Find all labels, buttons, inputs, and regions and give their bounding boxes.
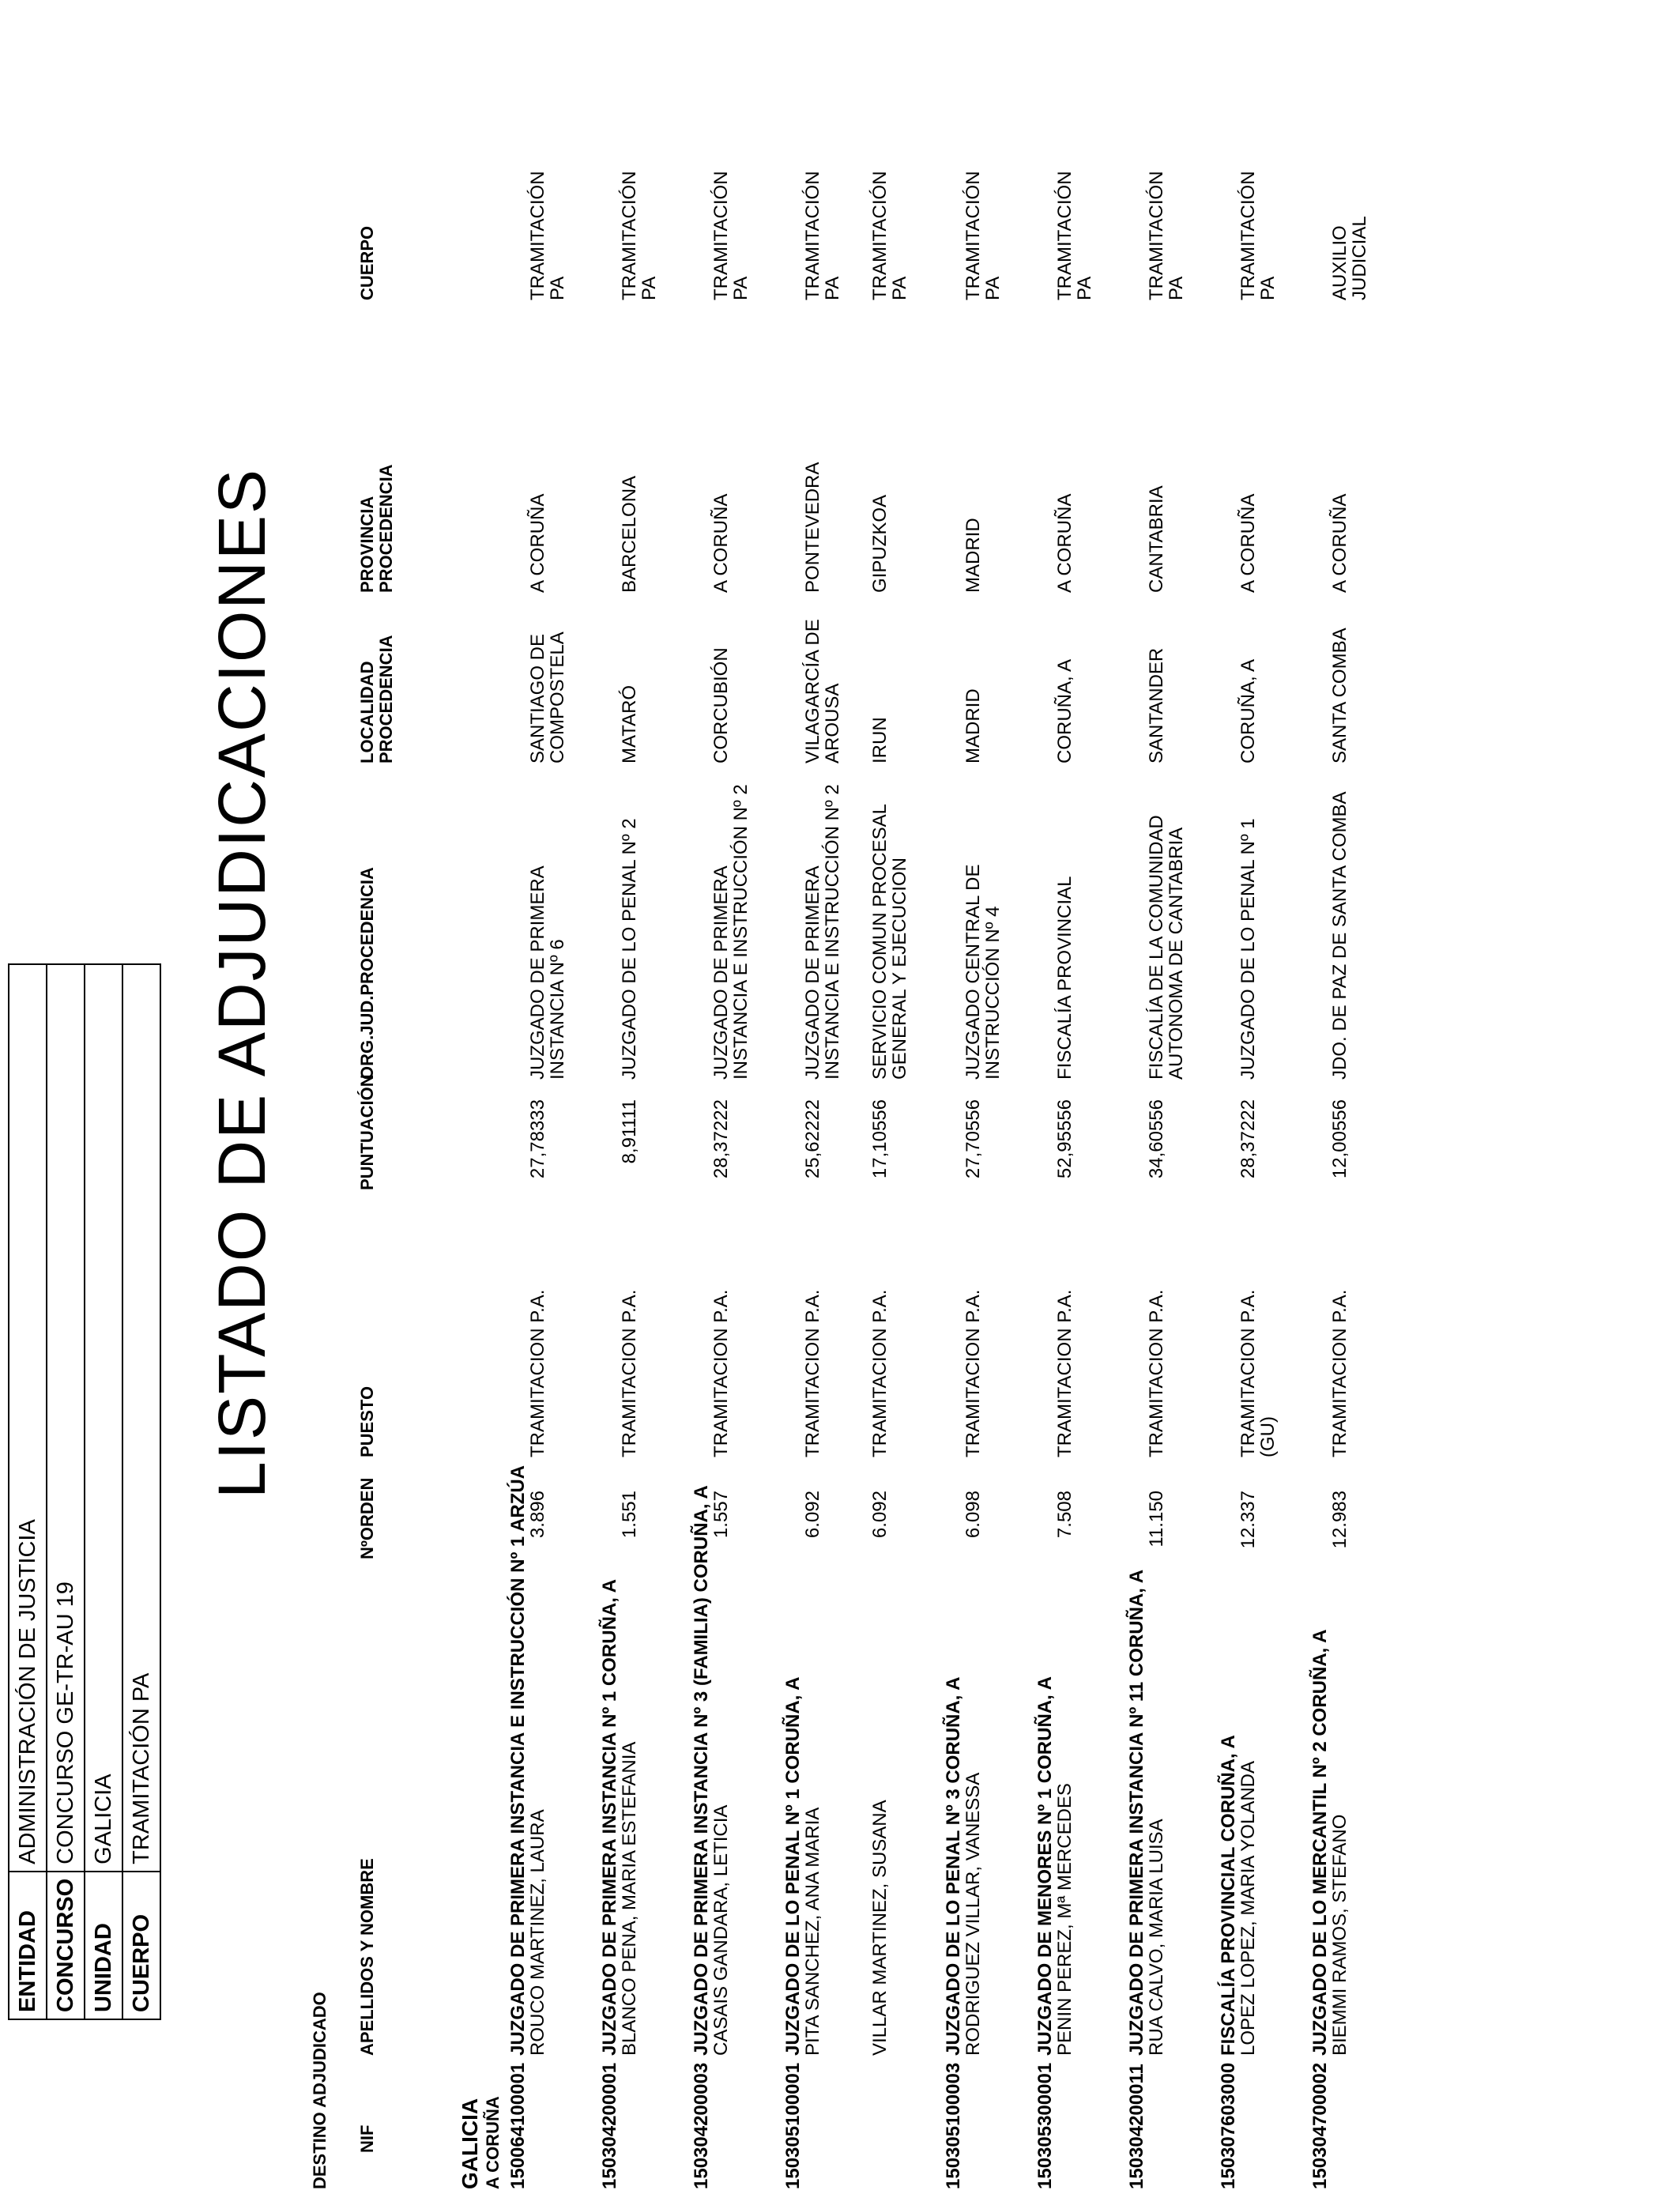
info-value: CONCURSO GE-TR-AU 19 xyxy=(47,964,85,1872)
entry-nombre: BLANCO PENA, MARIA ESTEFANIA xyxy=(619,1741,640,2056)
column-header-puesto: PUESTO xyxy=(357,1385,377,1457)
destino-code: 150305300001 xyxy=(1034,2062,1056,2189)
destino-code: 150304200011 xyxy=(1126,2064,1147,2189)
entry-provincia: BARCELONA xyxy=(619,475,640,593)
entry-nombre: BIEMMI RAMOS, STEFANO xyxy=(1329,1814,1350,2056)
entry-organo: SERVICIO COMUN PROCESAL GENERAL Y EJECUCION xyxy=(869,804,910,1080)
destino-name: JUZGADO DE LO PENAL Nº 1 CORUÑA, A xyxy=(782,1676,804,2056)
entry-organo: JDO. DE PAZ DE SANTA COMBA xyxy=(1329,791,1350,1080)
destino-code: 150307603000 xyxy=(1218,2062,1239,2189)
destino-name: JUZGADO DE MENORES Nº 1 CORUÑA, A xyxy=(1034,1676,1056,2056)
entry-nombre: PITA SANCHEZ, ANA MARIA xyxy=(802,1807,823,2056)
entry-orden: 12.983 xyxy=(1329,1491,1350,1549)
entry-organo: JUZGADO DE PRIMERA INSTANCIA E INSTRUCCIÓN Nº 2 xyxy=(710,784,751,1080)
entry-puntuacion: 8,91111 xyxy=(619,1099,640,1164)
destino-name: JUZGADO DE PRIMERA INSTANCIA Nº 1 CORUÑA, A xyxy=(599,1578,620,2056)
destino-code: 150304200003 xyxy=(691,2062,712,2189)
destino-code: 150305100003 xyxy=(943,2062,964,2189)
entry-puntuacion: 27,78333 xyxy=(527,1099,548,1179)
entry-orden: 7.508 xyxy=(1054,1491,1075,1539)
region-heading: GALICIA xyxy=(458,2098,482,2189)
entry-cuerpo: AUXILIO JUDICIAL xyxy=(1329,216,1370,300)
page-title: LISTADO DE ADJUDICACIONES xyxy=(205,467,279,1498)
entry-organo: JUZGADO DE PRIMERA INSTANCIA Nº 6 xyxy=(527,865,568,1080)
entry-localidad: IRUN xyxy=(869,717,891,763)
entry-puesto: TRAMITACION P.A. xyxy=(710,1289,732,1457)
info-value: ADMINISTRACIÓN DE JUSTICIA xyxy=(9,964,47,1872)
entry-puntuacion: 28,37222 xyxy=(710,1099,732,1179)
entry-puntuacion: 12,00556 xyxy=(1329,1099,1350,1179)
entry-organo: JUZGADO DE LO PENAL Nº 2 xyxy=(619,818,640,1080)
info-value: GALICIA xyxy=(85,964,122,1872)
entry-puesto: TRAMITACION P.A. xyxy=(1329,1289,1350,1457)
entry-provincia: CANTABRIA xyxy=(1146,485,1167,593)
info-row-concurso xyxy=(47,964,85,2019)
entry-nombre: RODRIGUEZ VILLAR, VANESSA xyxy=(962,1772,984,2056)
destino-name: JUZGADO DE PRIMERA INSTANCIA Nº 3 (FAMILIA) CORUÑA, A xyxy=(691,1485,712,2056)
entry-provincia: A CORUÑA xyxy=(1054,493,1075,593)
entry-organo: JUZGADO CENTRAL DE INSTRUCCIÓN Nº 4 xyxy=(962,864,1004,1080)
entry-provincia: MADRID xyxy=(962,518,984,593)
entry-puesto: TRAMITACION P.A. xyxy=(962,1289,984,1457)
entry-provincia: A CORUÑA xyxy=(710,493,732,593)
entry-organo: FISCALÍA PROVINCIAL xyxy=(1054,876,1075,1080)
info-row-unidad xyxy=(85,964,122,2019)
column-header-provincia: PROVINCIA PROCEDENCIA xyxy=(357,464,396,593)
column-header-localidad: LOCALIDAD PROCEDENCIA xyxy=(357,635,396,763)
entry-localidad: SANTA COMBA xyxy=(1329,628,1350,763)
entry-cuerpo: TRAMITACIÓN PA xyxy=(802,171,843,300)
entry-cuerpo: TRAMITACIÓN PA xyxy=(710,171,751,300)
entry-puesto: TRAMITACION P.A. xyxy=(527,1289,548,1457)
entry-localidad: SANTIAGO DE COMPOSTELA xyxy=(527,631,568,763)
entry-puntuacion: 25,62222 xyxy=(802,1099,823,1179)
entry-cuerpo: TRAMITACIÓN PA xyxy=(1237,171,1279,300)
entry-puntuacion: 17,10556 xyxy=(869,1099,891,1179)
entry-provincia: A CORUÑA xyxy=(527,493,548,593)
entry-orden: 3.896 xyxy=(527,1491,548,1539)
entry-puesto: TRAMITACION P.A. xyxy=(619,1289,640,1457)
entry-orden: 1.557 xyxy=(710,1491,732,1539)
entry-organo: JUZGADO DE LO PENAL Nº 1 xyxy=(1237,818,1259,1080)
entry-localidad: MATARÓ xyxy=(619,684,640,763)
entry-nombre: ROUCO MARTINEZ, LAURA xyxy=(527,1809,548,2056)
entry-provincia: GIPUZKOA xyxy=(869,494,891,593)
info-row-entidad xyxy=(9,964,47,2019)
entry-organo: JUZGADO DE PRIMERA INSTANCIA E INSTRUCCIÓN Nº 2 xyxy=(802,784,843,1080)
entry-orden: 6.092 xyxy=(869,1491,891,1539)
entry-localidad: CORUÑA, A xyxy=(1237,658,1259,763)
destino-name: FISCALÍA PROVINCIAL CORUÑA, A xyxy=(1218,1735,1239,2056)
info-label: CONCURSO xyxy=(47,1872,85,2019)
entry-localidad: VILAGARCÍA DE AROUSA xyxy=(802,619,843,763)
entry-organo: FISCALÍA DE LA COMUNIDAD AUTONOMA DE CANTABRIA xyxy=(1146,815,1187,1080)
entry-nombre: LOPEZ LOPEZ, MARIA YOLANDA xyxy=(1237,1760,1259,2056)
entry-provincia: A CORUÑA xyxy=(1237,493,1259,593)
column-header-apellidos: APELLIDOS Y NOMBRE xyxy=(357,1858,377,2056)
destino-code: 150304700002 xyxy=(1309,2062,1331,2189)
entry-orden: 6.098 xyxy=(962,1491,984,1539)
entry-localidad: CORCUBIÓN xyxy=(710,647,732,763)
entry-cuerpo: TRAMITACIÓN PA xyxy=(1146,171,1187,300)
column-header-puntuacion: PUNTUACIÓN xyxy=(357,1074,377,1190)
info-label: UNIDAD xyxy=(85,1872,122,2019)
entry-localidad: MADRID xyxy=(962,688,984,763)
entry-localidad: SANTANDER xyxy=(1146,647,1167,763)
destino-name: JUZGADO DE LO MERCANTIL Nº 2 CORUÑA, A xyxy=(1309,1629,1331,2056)
entry-puesto: TRAMITACION P.A. xyxy=(1146,1289,1167,1457)
entry-nombre: VILLAR MARTINEZ, SUSANA xyxy=(869,1800,891,2056)
entry-nombre: CASAIS GANDARA, LETICIA xyxy=(710,1804,732,2056)
entry-orden: 6.092 xyxy=(802,1491,823,1539)
entry-puntuacion: 34,60556 xyxy=(1146,1099,1167,1179)
entry-orden: 1.551 xyxy=(619,1491,640,1539)
entry-nombre: RUA CALVO, MARIA LUISA xyxy=(1146,1819,1167,2056)
destino-code: 150064100001 xyxy=(507,2062,529,2189)
entry-localidad: CORUÑA, A xyxy=(1054,658,1075,763)
destino-code: 150305100001 xyxy=(782,2062,804,2189)
entry-puesto: TRAMITACION P.A. xyxy=(802,1289,823,1457)
entry-orden: 11.150 xyxy=(1146,1491,1167,1547)
province-heading: A CORUÑA xyxy=(483,2096,503,2189)
column-header-orden: NºORDEN xyxy=(357,1477,377,1559)
entry-nombre: PENIN PEREZ, Mª MERCEDES xyxy=(1054,1783,1075,2056)
entry-provincia: A CORUÑA xyxy=(1329,493,1350,593)
entry-puntuacion: 52,95556 xyxy=(1054,1099,1075,1179)
info-value: TRAMITACIÓN PA xyxy=(122,964,160,1872)
info-label: CUERPO xyxy=(122,1872,160,2019)
entry-cuerpo: TRAMITACIÓN PA xyxy=(619,171,660,300)
entry-provincia: PONTEVEDRA xyxy=(802,462,823,593)
entry-cuerpo: TRAMITACIÓN PA xyxy=(1054,171,1095,300)
destino-name: JUZGADO DE LO PENAL Nº 3 CORUÑA, A xyxy=(943,1676,964,2056)
column-header-nif: NIF xyxy=(357,2124,377,2153)
entry-puesto: TRAMITACION P.A. (GU) xyxy=(1237,1289,1279,1457)
info-label: ENTIDAD xyxy=(9,1872,47,2019)
entry-cuerpo: TRAMITACIÓN PA xyxy=(527,171,568,300)
entry-puesto: TRAMITACION P.A. xyxy=(869,1289,891,1457)
info-row-cuerpo xyxy=(122,964,160,2019)
column-header-destino: DESTINO ADJUDICADO xyxy=(310,1992,330,2189)
header-info-table xyxy=(8,963,161,2020)
entry-cuerpo: TRAMITACIÓN PA xyxy=(962,171,1004,300)
column-header-cuerpo: CUERPO xyxy=(357,225,377,300)
entry-puntuacion: 28,37222 xyxy=(1237,1099,1259,1179)
entry-cuerpo: TRAMITACIÓN PA xyxy=(869,171,910,300)
entry-orden: 12.337 xyxy=(1237,1491,1259,1549)
column-header-organo: ORG.JUD.PROCEDENCIA xyxy=(357,867,377,1080)
entry-puntuacion: 27,70556 xyxy=(962,1099,984,1179)
destino-name: JUZGADO DE PRIMERA INSTANCIA E INSTRUCCIÓN Nº 1 ARZÚA xyxy=(507,1465,529,2056)
entry-puesto: TRAMITACION P.A. xyxy=(1054,1289,1075,1457)
destino-code: 150304200001 xyxy=(599,2062,620,2189)
destino-name: JUZGADO DE PRIMERA INSTANCIA Nº 11 CORUÑA, A xyxy=(1126,1569,1147,2056)
